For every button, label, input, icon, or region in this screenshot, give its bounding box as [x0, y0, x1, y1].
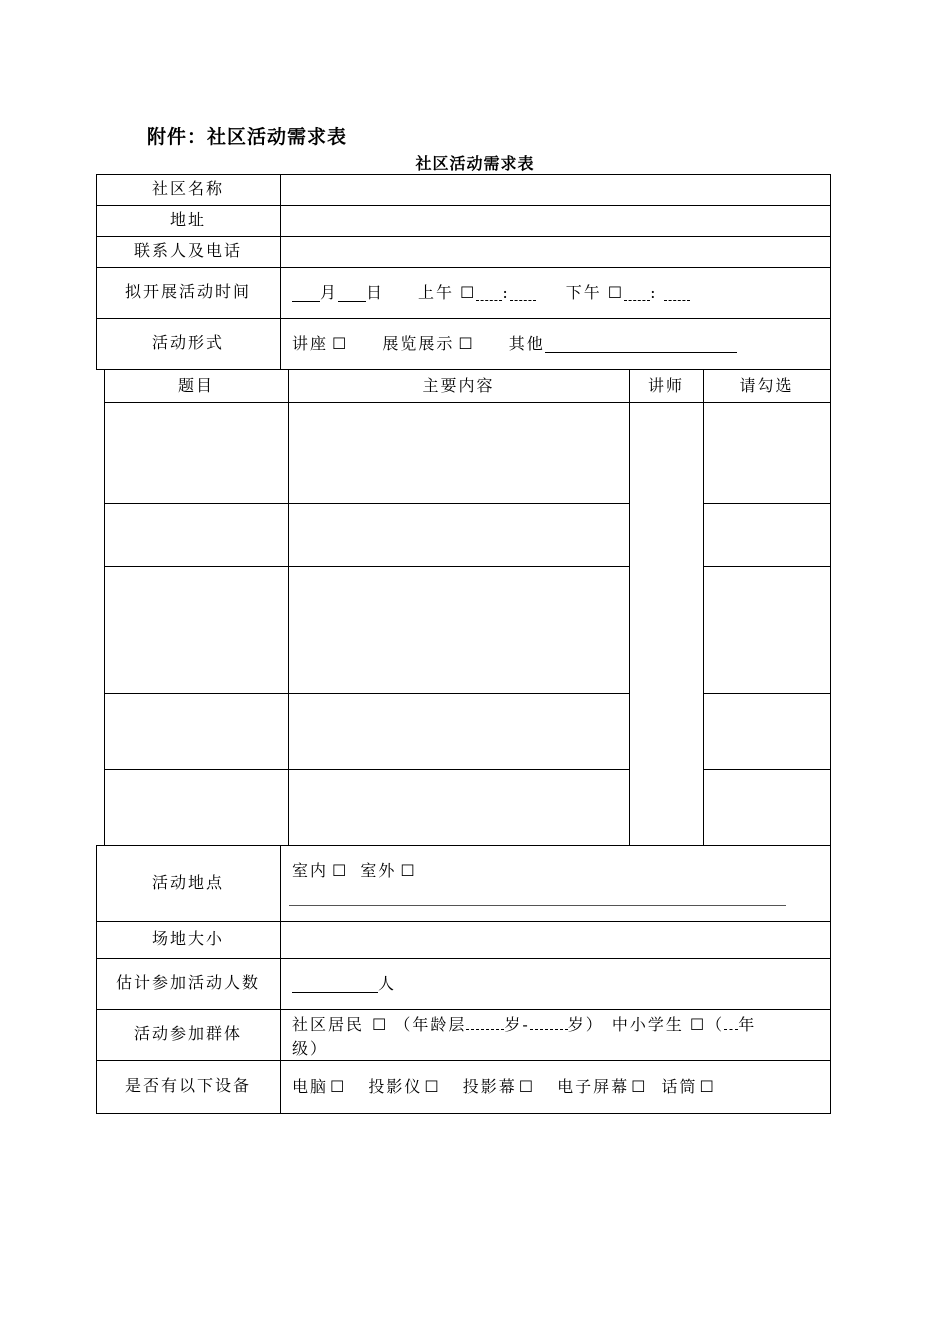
grid-line	[104, 369, 105, 846]
microphone-checkbox[interactable]: ☐	[699, 1076, 716, 1096]
day-text: 日	[366, 282, 385, 302]
grid-line	[830, 845, 831, 1114]
am-hour-blank[interactable]	[476, 286, 502, 301]
participants-unit: 人	[378, 973, 397, 993]
grid-line	[830, 369, 831, 846]
other-blank[interactable]	[545, 336, 737, 353]
students-checkbox[interactable]: ☐	[689, 1015, 707, 1034]
outdoor-text: 室外	[360, 860, 397, 880]
projector-checkbox[interactable]: ☐	[424, 1076, 441, 1096]
contact-field[interactable]	[281, 237, 830, 267]
grid-line	[703, 693, 831, 694]
indoor-text: 室内	[292, 860, 329, 880]
grid-line	[104, 693, 629, 694]
pm-colon: :	[650, 282, 658, 302]
groups-field	[281, 1010, 830, 1060]
grid-line	[703, 769, 831, 770]
computer-text: 电脑	[292, 1076, 329, 1096]
month-text: 月	[320, 282, 339, 302]
participants-field	[281, 959, 830, 1009]
month-blank[interactable]	[292, 285, 320, 302]
groups-label: 活动参加群体	[133, 1024, 242, 1044]
form-title: 社区活动需求表	[415, 154, 535, 173]
grade-b-text: 级）	[292, 1039, 329, 1058]
lecturer-header: 讲师	[647, 375, 684, 395]
location-detail-blank[interactable]	[289, 905, 786, 906]
lecture-text: 讲座	[292, 333, 329, 353]
age-open-text: （年龄层	[394, 1015, 467, 1034]
content-header: 主要内容	[422, 375, 495, 395]
day-blank[interactable]	[338, 285, 366, 302]
indoor-checkbox[interactable]: ☐	[332, 860, 349, 880]
students-text: 中小学生	[611, 1015, 684, 1034]
topic-header: 题目	[177, 375, 214, 395]
activity-time-field	[281, 268, 830, 318]
grade-a-text: 年	[738, 1015, 757, 1034]
location-options	[281, 858, 830, 884]
grid-line	[629, 369, 630, 846]
venue-size-label: 场地大小	[151, 929, 224, 949]
venue-size-field[interactable]	[281, 922, 830, 958]
contact-label: 联系人及电话	[133, 241, 242, 261]
grid-line	[830, 174, 831, 370]
computer-checkbox[interactable]: ☐	[330, 1076, 347, 1096]
address-field[interactable]	[281, 206, 830, 236]
grid-line	[104, 769, 629, 770]
screen-text: 投影幕	[462, 1076, 517, 1096]
outdoor-checkbox[interactable]: ☐	[400, 860, 417, 880]
residents-checkbox[interactable]: ☐	[372, 1015, 389, 1034]
activity-time-label: 拟开展活动时间	[124, 282, 251, 302]
exhibition-checkbox[interactable]: ☐	[458, 333, 475, 353]
grid-line	[703, 369, 704, 846]
age-from-blank[interactable]	[466, 1015, 504, 1030]
residents-text: 社区居民	[292, 1015, 365, 1034]
community-name-field[interactable]	[281, 175, 830, 205]
grid-line	[104, 503, 629, 504]
location-label: 活动地点	[151, 873, 224, 893]
age-close-text: 岁）	[567, 1015, 604, 1034]
select-header: 请勾选	[739, 375, 794, 395]
am-colon: :	[502, 282, 510, 302]
age-to-blank[interactable]	[530, 1015, 568, 1030]
am-minute-blank[interactable]	[510, 286, 536, 301]
equipment-field	[281, 1061, 830, 1113]
pm-checkbox[interactable]: ☐	[607, 282, 625, 302]
lecture-checkbox[interactable]: ☐	[332, 333, 349, 353]
age-mid-text: 岁-	[504, 1015, 530, 1034]
am-checkbox[interactable]: ☐	[460, 282, 477, 302]
projector-text: 投影仪	[368, 1076, 423, 1096]
grid-line	[104, 402, 831, 403]
other-text: 其他	[508, 333, 545, 353]
participants-label: 估计参加活动人数	[115, 973, 260, 993]
grid-line	[96, 1113, 831, 1114]
grid-line	[104, 566, 629, 567]
pm-hour-blank[interactable]	[624, 286, 650, 301]
grade-open-text: （	[706, 1015, 725, 1034]
activity-format-label: 活动形式	[151, 333, 224, 353]
pm-minute-blank[interactable]	[664, 286, 690, 301]
exhibition-text: 展览展示	[382, 333, 455, 353]
am-text: 上午	[418, 282, 455, 302]
microphone-text: 话筒	[661, 1076, 698, 1096]
display-checkbox[interactable]: ☐	[631, 1076, 648, 1096]
grid-line	[703, 566, 831, 567]
address-label: 地址	[169, 210, 206, 230]
screen-checkbox[interactable]: ☐	[518, 1076, 536, 1096]
pm-text: 下午	[565, 282, 602, 302]
display-text: 电子屏幕	[557, 1076, 630, 1096]
attachment-title: 附件：社区活动需求表	[147, 126, 348, 148]
participants-blank[interactable]	[292, 976, 378, 993]
grid-line	[288, 369, 289, 846]
activity-format-field	[281, 319, 830, 369]
community-name-label: 社区名称	[151, 179, 224, 199]
equipment-label: 是否有以下设备	[124, 1076, 251, 1096]
grade-blank[interactable]	[724, 1015, 738, 1030]
grid-line	[703, 503, 831, 504]
